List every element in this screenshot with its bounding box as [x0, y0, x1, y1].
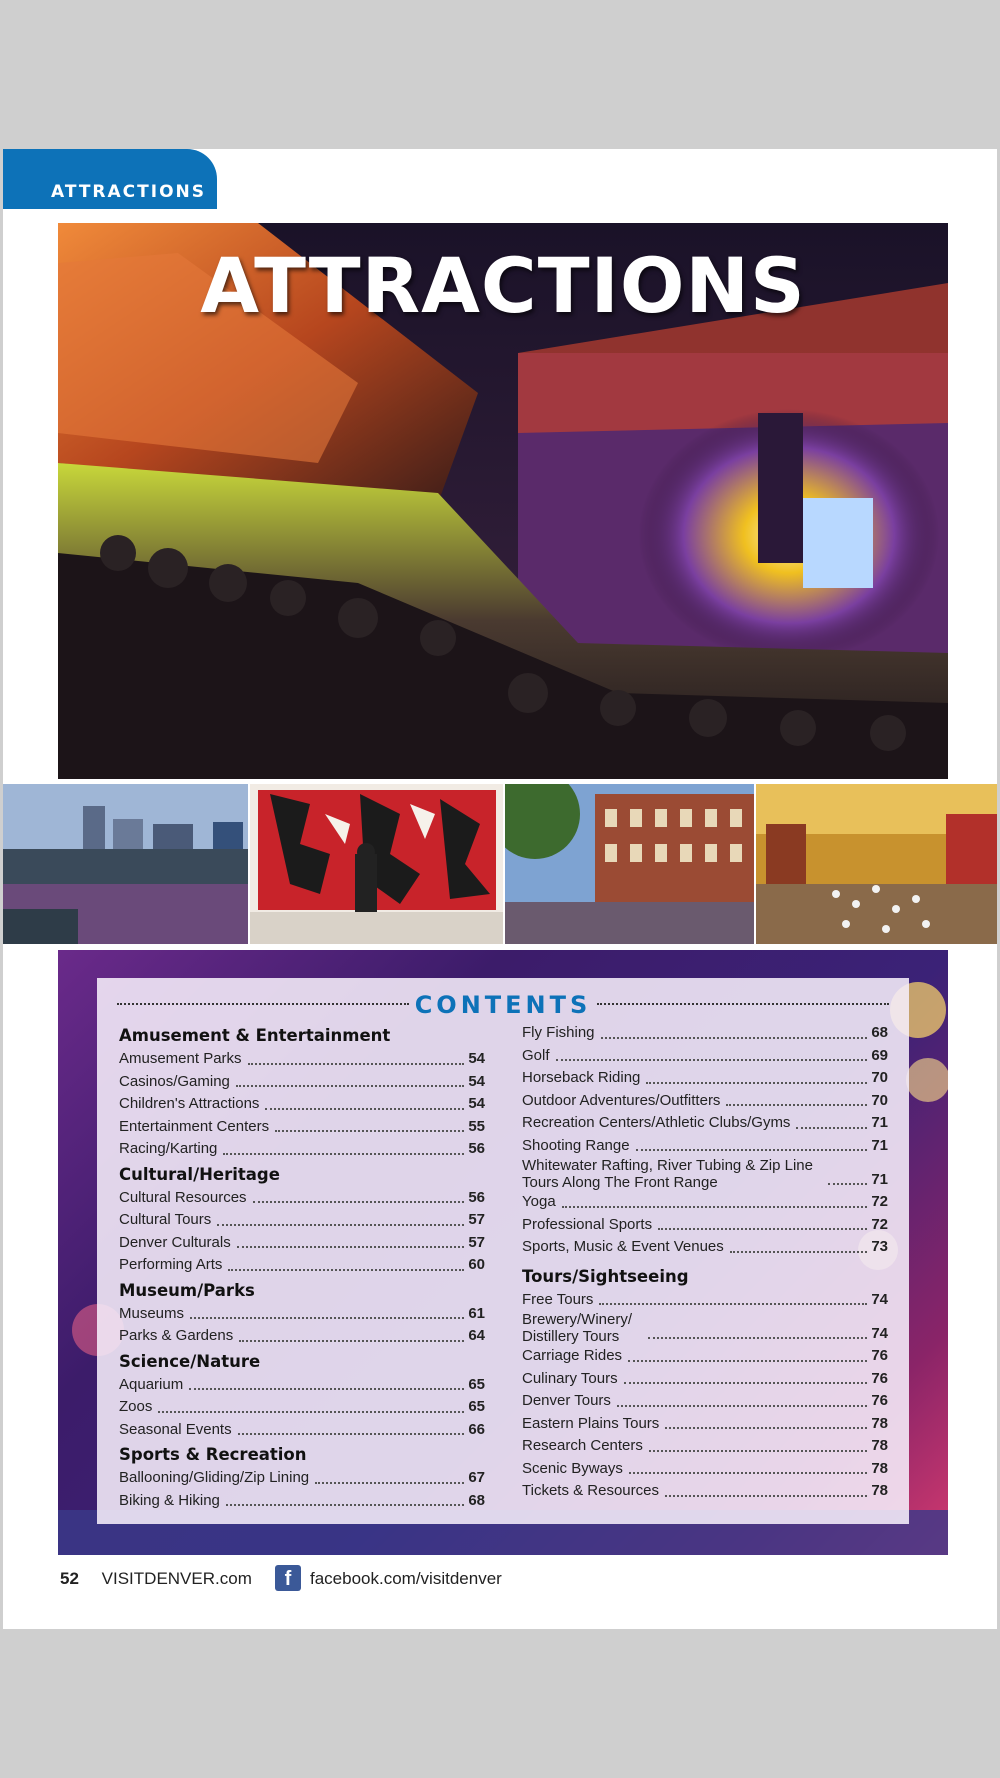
- entry-label: Recreation Centers/Athletic Clubs/Gyms: [522, 1114, 791, 1131]
- entry-label: Denver Tours: [522, 1392, 611, 1409]
- entry-label: Cultural Tours: [119, 1211, 212, 1228]
- contents-entry[interactable]: [119, 1071, 485, 1094]
- entry-label: Children's Attractions: [119, 1095, 260, 1112]
- entry-page-number: 64: [468, 1327, 485, 1344]
- entry-page-number: 74: [871, 1324, 888, 1342]
- entry-page-number: 78: [871, 1414, 888, 1432]
- entry-leader-dots: [730, 1251, 868, 1253]
- entry-label: Performing Arts: [119, 1256, 223, 1273]
- entry-leader-dots: [624, 1382, 868, 1384]
- photo-art-museum: [250, 784, 503, 944]
- entry-label: Aquarium: [119, 1375, 184, 1393]
- entry-page-number: 76: [871, 1392, 888, 1409]
- footer: [60, 1569, 252, 1599]
- entry-label: Scenic Byways: [522, 1459, 623, 1477]
- entry-leader-dots: [726, 1104, 867, 1106]
- contents-entry[interactable]: [522, 1368, 888, 1391]
- entry-leader-dots: [562, 1206, 868, 1208]
- contents-box: [58, 950, 948, 1555]
- entry-label: Yoga: [522, 1193, 556, 1210]
- facebook-url[interactable]: facebook.com/visitdenver: [310, 1569, 502, 1588]
- entry-label: Research Centers: [522, 1437, 643, 1454]
- entry-label: Carriage Rides: [522, 1347, 623, 1364]
- entry-label: Entertainment Centers: [119, 1117, 270, 1135]
- entry-page-number: 68: [468, 1491, 485, 1509]
- entry-label: Parks & Gardens: [119, 1327, 234, 1344]
- contents-entry[interactable]: [522, 1435, 888, 1458]
- entry-leader-dots: [617, 1405, 867, 1407]
- entry-page-number: 55: [468, 1117, 485, 1135]
- entry-label: Eastern Plains Tours: [522, 1414, 660, 1432]
- entry-leader-dots: [648, 1337, 867, 1339]
- contents-entry[interactable]: [119, 1138, 485, 1161]
- photo-street-festival: [505, 784, 754, 944]
- entry-page-number: 69: [871, 1046, 888, 1064]
- entry-page-number: 56: [468, 1140, 485, 1157]
- entry-label: Free Tours: [522, 1290, 594, 1308]
- contents-entry[interactable]: [522, 1045, 888, 1068]
- contents-entry[interactable]: [119, 1254, 485, 1277]
- contents-entry[interactable]: [522, 1135, 888, 1158]
- contents-entry[interactable]: [119, 1374, 485, 1397]
- entry-page-number: 71: [871, 1136, 888, 1154]
- entry-leader-dots: [236, 1085, 464, 1087]
- contents-section-heading: Cultural/Heritage: [119, 1164, 280, 1184]
- photo-market-hall: [756, 784, 997, 944]
- entry-leader-dots: [228, 1269, 464, 1271]
- entry-page-number: 76: [871, 1369, 888, 1387]
- entry-page-number: 56: [468, 1188, 485, 1206]
- entry-label: Golf: [522, 1046, 550, 1064]
- entry-label: Professional Sports: [522, 1215, 653, 1233]
- entry-leader-dots: [556, 1059, 868, 1061]
- contents-entry[interactable]: [119, 1232, 485, 1255]
- contents-entry[interactable]: [522, 1390, 888, 1413]
- entry-page-number: 78: [871, 1482, 888, 1499]
- contents-entry[interactable]: [119, 1093, 485, 1116]
- contents-entry[interactable]: [119, 1116, 485, 1139]
- contents-entry[interactable]: [119, 1187, 485, 1210]
- entry-label: Tickets & Resources: [522, 1482, 659, 1499]
- entry-leader-dots: [828, 1183, 867, 1185]
- entry-label: Denver Culturals: [119, 1233, 231, 1251]
- entry-page-number: 54: [468, 1095, 485, 1112]
- contents-section-heading: Sports & Recreation: [119, 1445, 307, 1464]
- entry-leader-dots: [658, 1228, 867, 1230]
- entry-page-number: 65: [468, 1375, 485, 1393]
- entry-page-number: 71: [871, 1114, 888, 1131]
- contents-entry[interactable]: [522, 1214, 888, 1237]
- site-url[interactable]: VISITDENVER.com: [101, 1569, 252, 1588]
- entry-leader-dots: [665, 1427, 867, 1429]
- entry-leader-dots: [237, 1246, 465, 1248]
- hero-title: ATTRACTIONS: [200, 241, 806, 330]
- entry-page-number: 72: [871, 1193, 888, 1210]
- entry-leader-dots: [226, 1504, 464, 1506]
- entry-leader-dots: [636, 1149, 868, 1151]
- entry-page-number: 65: [468, 1398, 485, 1415]
- entry-label: Outdoor Adventures/Outfitters: [522, 1091, 721, 1109]
- entry-page-number: 78: [871, 1459, 888, 1477]
- section-tab: [3, 149, 217, 209]
- contents-entry[interactable]: [522, 1112, 888, 1135]
- entry-leader-dots: [265, 1108, 464, 1110]
- contents-section-heading: Museum/Parks: [119, 1280, 255, 1300]
- contents-entry[interactable]: [119, 1303, 485, 1326]
- contents-entry[interactable]: [522, 1067, 888, 1090]
- contents-entry[interactable]: [522, 1480, 888, 1503]
- entry-leader-dots: [223, 1153, 464, 1155]
- entry-leader-dots: [315, 1482, 464, 1484]
- page-number: 52: [60, 1569, 79, 1588]
- entry-page-number: 57: [468, 1211, 485, 1228]
- entry-leader-dots: [649, 1450, 867, 1452]
- contents-entry[interactable]: [522, 1413, 888, 1436]
- entry-leader-dots: [217, 1224, 464, 1226]
- entry-leader-dots: [665, 1495, 867, 1497]
- contents-entry[interactable]: [119, 1467, 485, 1490]
- entry-label: Horseback Riding: [522, 1069, 641, 1086]
- art-photo: [250, 784, 503, 944]
- entry-page-number: 71: [871, 1170, 888, 1188]
- entry-leader-dots: [158, 1411, 464, 1413]
- entry-leader-dots: [253, 1201, 465, 1203]
- contents-entry[interactable]: [119, 1325, 485, 1348]
- stadium-photo: [3, 784, 248, 944]
- entry-label: Zoos: [119, 1398, 153, 1415]
- entry-label: Amusement Parks: [119, 1050, 242, 1067]
- entry-leader-dots: [248, 1063, 465, 1065]
- contents-entry[interactable]: [119, 1048, 485, 1071]
- contents-section-heading: Science/Nature: [119, 1351, 261, 1371]
- heading-dots-right: [597, 1003, 889, 1005]
- entry-leader-dots: [646, 1082, 867, 1084]
- entry-label: Shooting Range: [522, 1136, 630, 1154]
- entry-page-number: 61: [468, 1304, 485, 1322]
- contents-entry[interactable]: [522, 1022, 888, 1045]
- entry-label: Biking & Hiking: [119, 1491, 220, 1509]
- entry-page-number: 54: [468, 1072, 485, 1090]
- entry-label: Museums: [119, 1304, 185, 1322]
- entry-page-number: 73: [871, 1238, 888, 1255]
- contents-entry[interactable]: [522, 1191, 888, 1214]
- entry-leader-dots: [239, 1340, 464, 1342]
- entry-label: Casinos/Gaming: [119, 1072, 230, 1090]
- contents-heading-row: [117, 988, 889, 1018]
- entry-label: Ballooning/Gliding/Zip Lining: [119, 1469, 310, 1486]
- photo-baseball-stadium: [3, 784, 248, 944]
- entry-page-number: 68: [871, 1024, 888, 1041]
- contents-entry[interactable]: [522, 1311, 888, 1345]
- contents-left-column: [119, 1022, 485, 1512]
- contents-entry[interactable]: [522, 1236, 888, 1259]
- entry-label: Whitewater Rafting, River Tubing & Zip Line Tours Along The Front Range: [522, 1157, 813, 1191]
- section-tab-label: ATTRACTIONS: [51, 182, 206, 202]
- entry-leader-dots: [628, 1360, 867, 1362]
- entry-label: Seasonal Events: [119, 1420, 232, 1438]
- entry-page-number: 72: [871, 1215, 888, 1233]
- entry-leader-dots: [275, 1130, 464, 1132]
- entry-leader-dots: [629, 1472, 867, 1474]
- entry-leader-dots: [599, 1303, 867, 1305]
- contents-panel: [97, 978, 909, 1524]
- street-photo: [505, 784, 754, 944]
- entry-label: Sports, Music & Event Venues: [522, 1238, 724, 1255]
- entry-page-number: 67: [468, 1469, 485, 1486]
- entry-page-number: 57: [468, 1233, 485, 1251]
- contents-entry[interactable]: [522, 1345, 888, 1368]
- magazine-page: [3, 149, 997, 1629]
- entry-label: Fly Fishing: [522, 1024, 595, 1041]
- entry-page-number: 70: [871, 1091, 888, 1109]
- entry-page-number: 74: [871, 1290, 888, 1308]
- entry-page-number: 70: [871, 1069, 888, 1086]
- entry-label: Brewery/Winery/ Distillery Tours: [522, 1311, 633, 1345]
- contents-right-column: [522, 1022, 888, 1503]
- contents-heading: CONTENTS: [414, 991, 592, 1019]
- contents-entry[interactable]: [522, 1458, 888, 1481]
- contents-entry[interactable]: [119, 1396, 485, 1419]
- entry-page-number: 54: [468, 1050, 485, 1067]
- contents-entry[interactable]: [119, 1490, 485, 1513]
- contents-entry[interactable]: [522, 1157, 888, 1191]
- entry-leader-dots: [238, 1433, 465, 1435]
- entry-page-number: 60: [468, 1256, 485, 1273]
- contents-entry[interactable]: [522, 1289, 888, 1312]
- entry-label: Culinary Tours: [522, 1369, 618, 1387]
- contents-section-heading: Amusement & Entertainment: [119, 1026, 391, 1045]
- entry-label: Cultural Resources: [119, 1188, 247, 1206]
- entry-page-number: 66: [468, 1420, 485, 1438]
- hero-image: [58, 223, 948, 779]
- entry-leader-dots: [190, 1317, 464, 1319]
- entry-leader-dots: [601, 1037, 868, 1039]
- facebook-icon[interactable]: f: [275, 1565, 301, 1591]
- entry-leader-dots: [796, 1127, 867, 1129]
- entry-label: Racing/Karting: [119, 1140, 218, 1157]
- contents-entry[interactable]: [522, 1090, 888, 1113]
- market-photo: [756, 784, 997, 944]
- entry-page-number: 78: [871, 1437, 888, 1454]
- contents-section-heading: Tours/Sightseeing: [522, 1266, 689, 1286]
- contents-entry[interactable]: [119, 1209, 485, 1232]
- entry-page-number: 76: [871, 1347, 888, 1364]
- entry-leader-dots: [189, 1388, 464, 1390]
- contents-entry[interactable]: [119, 1419, 485, 1442]
